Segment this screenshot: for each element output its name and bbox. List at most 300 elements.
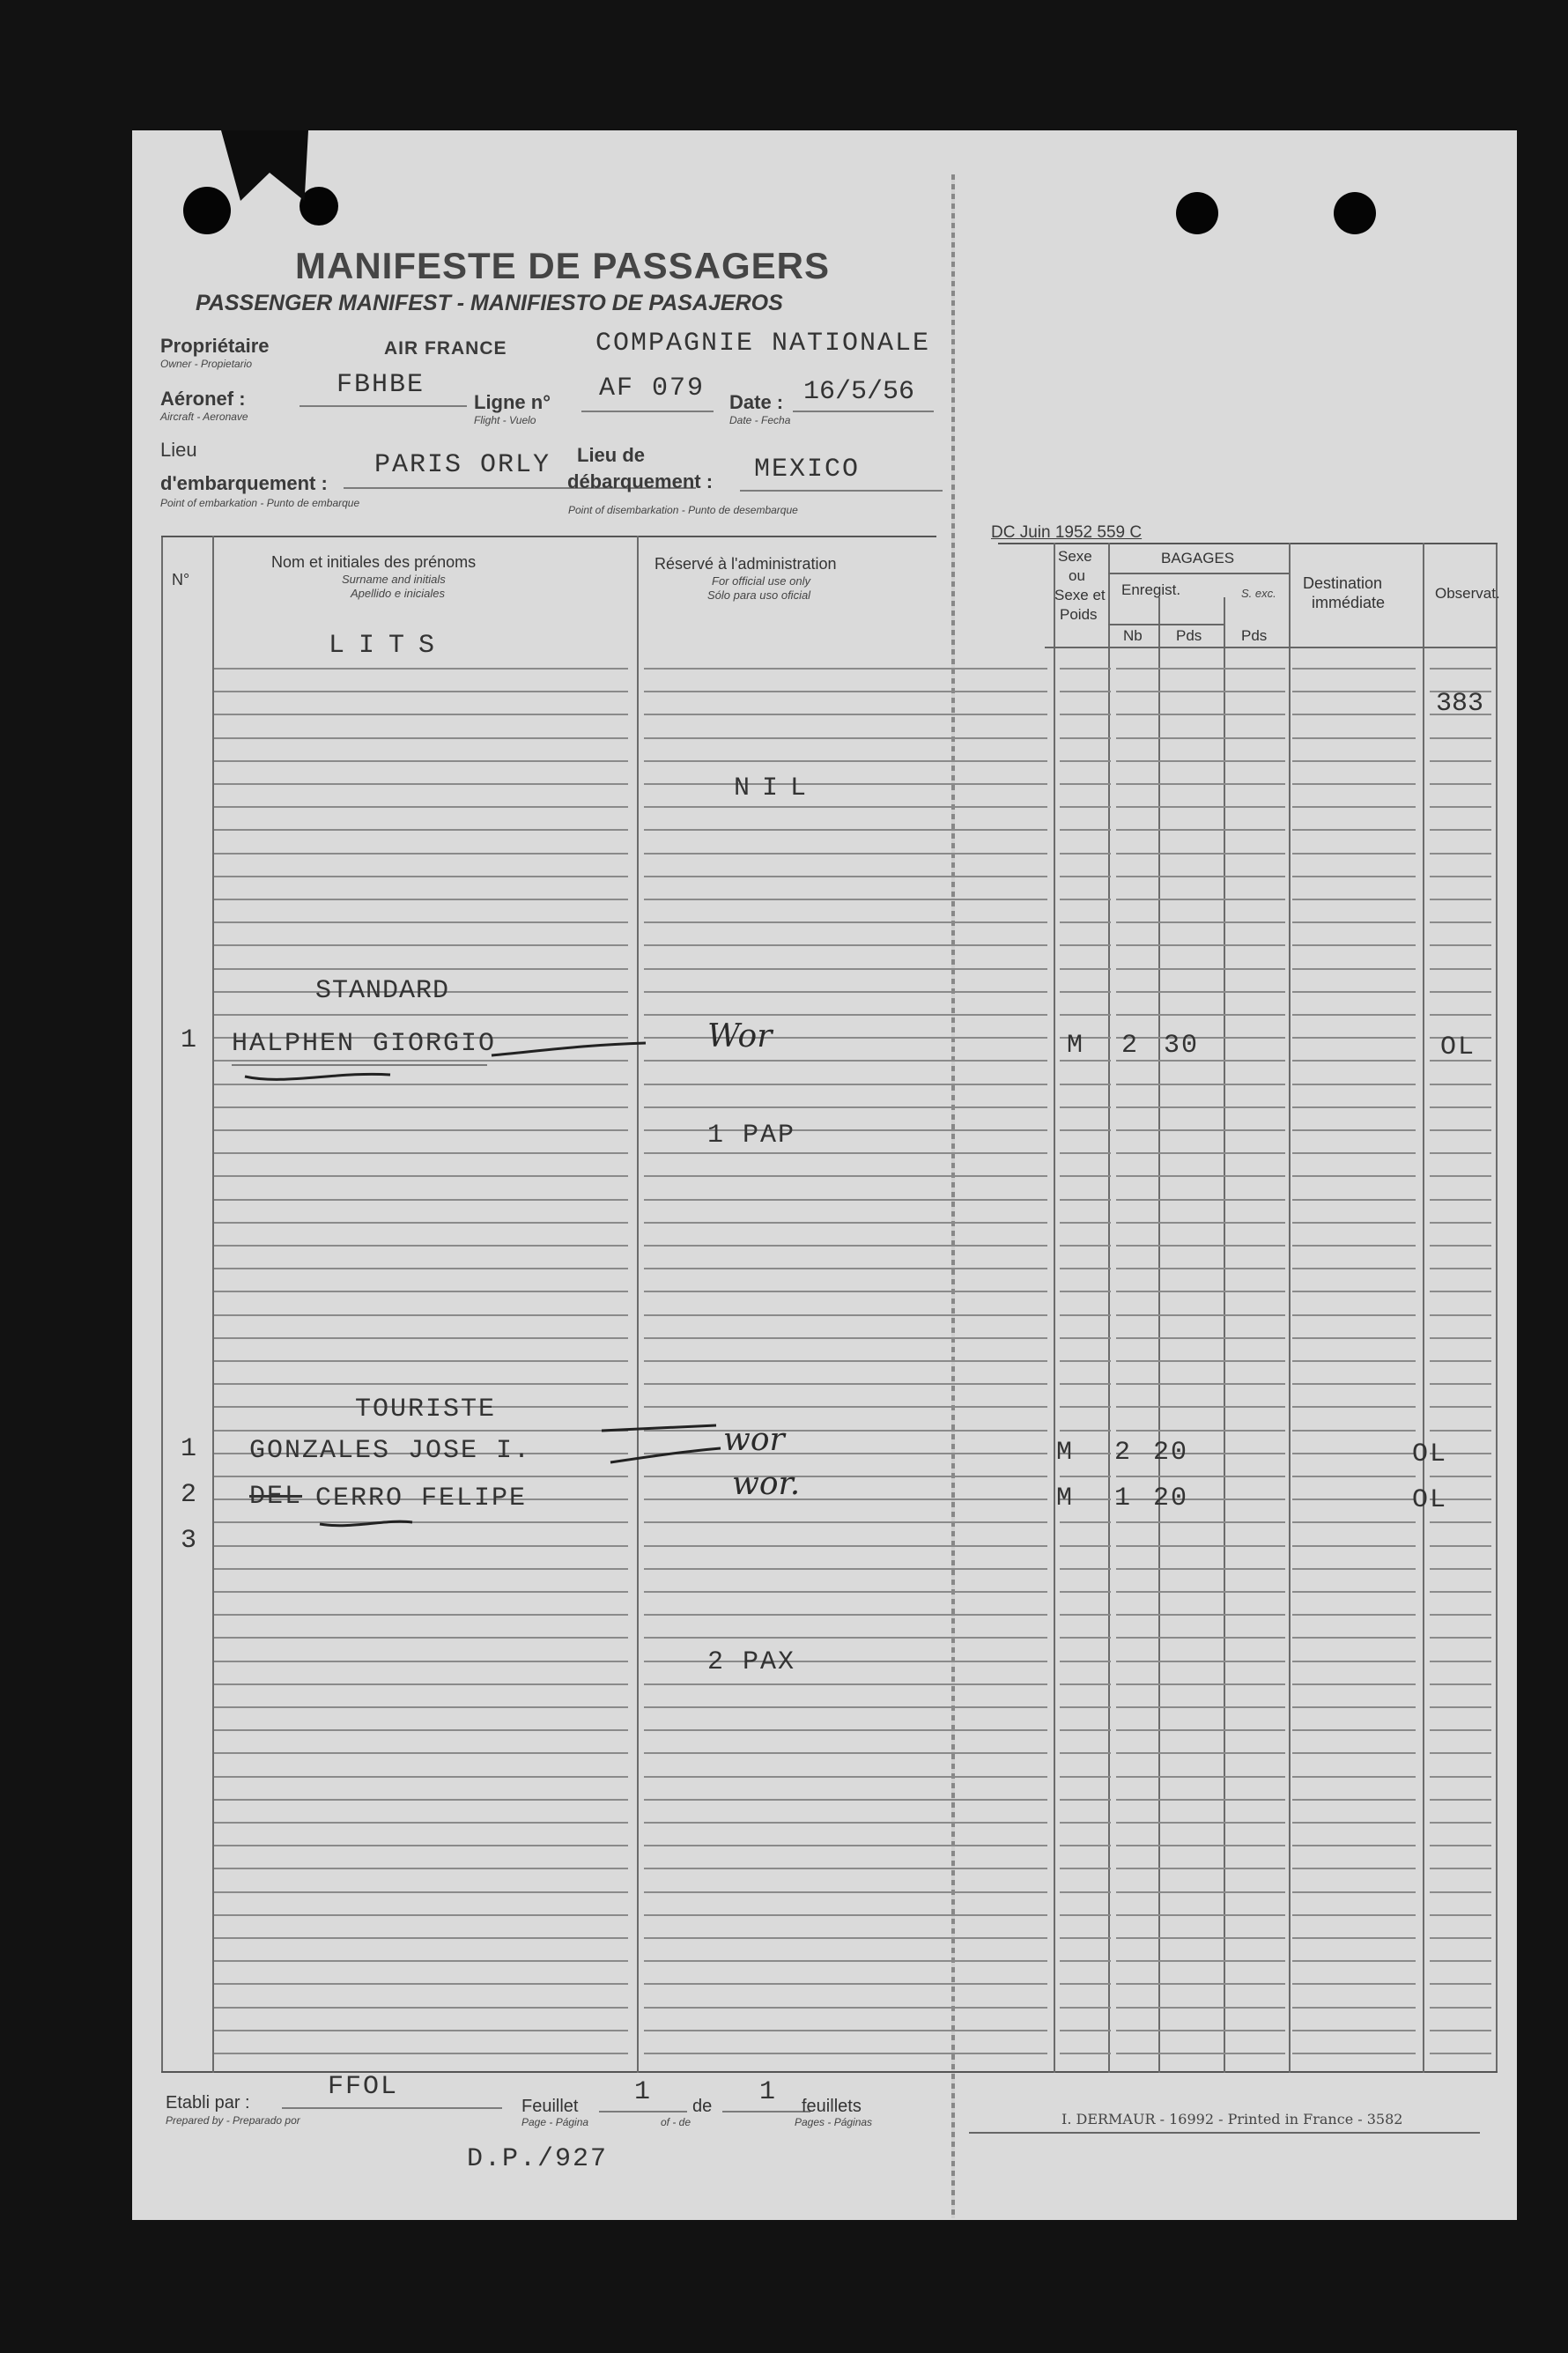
ruled-line <box>1292 806 1416 808</box>
ruled-line <box>1060 1914 1111 1916</box>
ruled-line <box>1116 1129 1285 1131</box>
ruled-line <box>1430 1152 1491 1154</box>
ruled-line <box>1060 2007 1111 2009</box>
ruled-line <box>1116 1637 1285 1639</box>
ruled-line <box>214 1891 628 1893</box>
ruled-line <box>644 1268 1047 1269</box>
printer-imprint: I. DERMAUR - 16992 - Printed in France - 3582 <box>1061 2111 1403 2127</box>
ruled-line <box>1116 1845 1285 1846</box>
ruled-line <box>1430 853 1491 855</box>
ruled-line <box>214 2030 628 2031</box>
ruled-line <box>644 899 1047 900</box>
ruled-line <box>1292 1637 1416 1639</box>
col-header-sex-3: Sexe et <box>1054 587 1106 603</box>
date-label: Date : <box>729 391 784 413</box>
ruled-line <box>1430 1314 1491 1316</box>
ruled-line <box>644 1591 1047 1593</box>
ruled-line <box>214 1476 628 1477</box>
ruled-line <box>644 1175 1047 1177</box>
ruled-line <box>1292 1591 1416 1593</box>
ruled-line <box>214 1937 628 1939</box>
manifest-table <box>161 536 1498 2073</box>
embark-value: PARIS ORLY <box>374 450 551 480</box>
ruled-line <box>214 1521 628 1523</box>
ruled-line <box>1430 783 1491 785</box>
ruled-line <box>1116 1476 1285 1477</box>
ruled-line <box>1292 1430 1416 1432</box>
ruled-line <box>1060 1614 1111 1616</box>
aircraft-value: FBHBE <box>337 370 425 400</box>
ruled-line <box>214 1752 628 1754</box>
passenger-sex: M <box>1067 1031 1085 1061</box>
ruled-line <box>644 1960 1047 1962</box>
ruled-line <box>644 1037 1047 1039</box>
ruled-line <box>644 1521 1047 1523</box>
ruled-line <box>1292 783 1416 785</box>
ruled-line <box>1060 1337 1111 1339</box>
embark-label-2: d'embarquement : <box>160 472 328 494</box>
ruled-line <box>1292 760 1416 762</box>
ruled-line <box>644 691 1047 692</box>
ruled-line <box>1060 1591 1111 1593</box>
ruled-line <box>214 714 628 715</box>
ruled-line <box>644 944 1047 946</box>
ruled-line <box>644 1406 1047 1408</box>
ruled-line <box>214 1614 628 1616</box>
ruled-line <box>1116 1521 1285 1523</box>
ruled-line <box>1060 1314 1111 1316</box>
ruled-line <box>1292 1983 1416 1985</box>
ruled-line <box>644 806 1047 808</box>
flight-underline <box>581 411 714 412</box>
ruled-line <box>1430 2053 1491 2054</box>
ruled-line <box>1060 2030 1111 2031</box>
ruled-line <box>1292 1383 1416 1385</box>
ruled-line <box>1116 714 1285 715</box>
ruled-line <box>1116 1360 1285 1362</box>
ruled-line <box>1116 2053 1285 2054</box>
ruled-line <box>1060 1661 1111 1662</box>
ruled-line <box>1430 737 1491 739</box>
ruled-line <box>1116 1706 1285 1708</box>
ruled-line <box>644 1152 1047 1154</box>
ruled-line <box>1116 1614 1285 1616</box>
aircraft-sublabel: Aircraft - Aeronave <box>160 411 248 423</box>
ruled-line <box>1292 921 1416 923</box>
admin-pap: 1 PAP <box>707 1121 796 1151</box>
ruled-line <box>644 1383 1047 1385</box>
ruled-line <box>214 2053 628 2054</box>
ruled-line <box>214 2007 628 2009</box>
ruled-line <box>1430 1545 1491 1547</box>
torn-corner-mark <box>211 130 308 201</box>
ruled-line <box>1060 1729 1111 1731</box>
ruled-line <box>1430 1476 1491 1477</box>
passenger-no: 2 <box>181 1480 199 1510</box>
ruled-line <box>1060 1683 1111 1685</box>
ruled-line <box>1430 1291 1491 1292</box>
ruled-line <box>1430 1084 1491 1085</box>
ruled-line <box>1116 1222 1285 1224</box>
ruled-line <box>1116 1822 1285 1824</box>
owner-printed: AIR FRANCE <box>384 338 507 359</box>
passenger-initials: Wor <box>707 1018 773 1054</box>
ruled-line <box>644 1498 1047 1500</box>
admin-nil: NIL <box>734 773 819 803</box>
ruled-line <box>1292 1683 1416 1685</box>
punch-hole-left <box>183 187 231 234</box>
sheet-value: 1 <box>634 2077 653 2107</box>
ruled-line <box>1292 1498 1416 1500</box>
ruled-line <box>1430 1891 1491 1893</box>
ruled-line <box>644 968 1047 970</box>
ruled-line <box>1292 1776 1416 1778</box>
ruled-line <box>1430 1729 1491 1731</box>
ruled-line <box>644 1799 1047 1801</box>
ruled-line <box>1292 1037 1416 1039</box>
ruled-line <box>1060 921 1111 923</box>
col-header-observ: Observat. <box>1435 585 1500 602</box>
ruled-line <box>1116 829 1285 831</box>
ruled-line <box>1116 1175 1285 1177</box>
ruled-line <box>1116 737 1285 739</box>
prepared-by-value: FFOL <box>328 2072 399 2102</box>
ruled-line <box>1116 1661 1285 1662</box>
ruled-line <box>214 1591 628 1593</box>
ruled-line <box>1292 1268 1416 1269</box>
ruled-line <box>1060 737 1111 739</box>
ruled-line <box>1292 691 1416 692</box>
col-header-name-sub2: Apellido e iniciales <box>351 587 445 600</box>
ruled-line <box>1292 853 1416 855</box>
handwritten-stroke <box>487 1011 681 1091</box>
ruled-line <box>214 1661 628 1662</box>
ruled-line <box>214 1776 628 1778</box>
ruled-line <box>1060 1175 1111 1177</box>
ruled-line <box>1430 1199 1491 1201</box>
ruled-line <box>644 1637 1047 1639</box>
ruled-line <box>1060 1430 1111 1432</box>
punch-hole-left-2 <box>300 187 338 226</box>
owner-value: COMPAGNIE NATIONALE <box>595 329 931 359</box>
ruled-line <box>1430 1014 1491 1016</box>
sheets-label: feuillets <box>802 2097 862 2116</box>
ruled-line <box>1116 1314 1285 1316</box>
ruled-line <box>1116 1268 1285 1269</box>
ruled-line <box>1430 1521 1491 1523</box>
ruled-line <box>1292 714 1416 715</box>
ruled-line <box>1116 853 1285 855</box>
ruled-line <box>1116 783 1285 785</box>
ruled-line <box>1430 1591 1491 1593</box>
passenger-bag-count: 1 <box>1114 1484 1133 1513</box>
ruled-line <box>214 1222 628 1224</box>
ruled-line <box>1292 1845 1416 1846</box>
ruled-line <box>214 1545 628 1547</box>
passenger-name-struck: DEL <box>249 1482 303 1512</box>
ruled-line <box>1292 1406 1416 1408</box>
ruled-line <box>644 783 1047 785</box>
ruled-line <box>214 1291 628 1292</box>
ruled-line <box>1116 1453 1285 1454</box>
handwritten-underline <box>240 1061 417 1087</box>
col-header-sex-1: Sexe <box>1058 548 1092 565</box>
ruled-line <box>1116 1868 1285 1869</box>
ruled-line <box>1430 1337 1491 1339</box>
ruled-line <box>1292 1868 1416 1869</box>
ruled-line <box>1292 2007 1416 2009</box>
ruled-line <box>1116 968 1285 970</box>
ruled-line <box>1430 2030 1491 2031</box>
ruled-line <box>1430 1383 1491 1385</box>
owner-sublabel: Owner - Propietario <box>160 358 253 370</box>
ruled-line <box>1060 760 1111 762</box>
ruled-line <box>214 1314 628 1316</box>
ruled-line <box>644 1222 1047 1224</box>
ruled-line <box>214 1683 628 1685</box>
ruled-line <box>1116 1591 1285 1593</box>
col-header-name: Nom et initiales des prénoms <box>271 553 477 571</box>
ruled-line <box>644 1914 1047 1916</box>
passenger-no: 1 <box>181 1434 199 1464</box>
passenger-bag-count: 2 <box>1121 1031 1140 1061</box>
ruled-line <box>214 1337 628 1339</box>
ruled-line <box>644 1891 1047 1893</box>
ruled-line <box>1292 991 1416 993</box>
ruled-line <box>1060 1014 1111 1016</box>
ruled-line <box>1292 1822 1416 1824</box>
ruled-line <box>644 876 1047 877</box>
ruled-line <box>1292 829 1416 831</box>
ruled-line <box>644 1337 1047 1339</box>
ruled-line <box>1430 668 1491 670</box>
ruled-line <box>214 944 628 946</box>
ruled-line <box>214 1152 628 1154</box>
passenger-observation: OL <box>1440 1032 1476 1062</box>
ruled-line <box>1292 1129 1416 1131</box>
ruled-line <box>1430 1268 1491 1269</box>
date-sublabel: Date - Fecha <box>729 414 791 426</box>
ruled-line <box>1292 1060 1416 1062</box>
ruled-line <box>1060 1106 1111 1108</box>
ruled-line <box>1292 2053 1416 2054</box>
ruled-line <box>644 1199 1047 1201</box>
sheet-label: Feuillet <box>521 2097 579 2116</box>
passenger-bag-weight: 20 <box>1153 1484 1189 1513</box>
ruled-line <box>1292 1706 1416 1708</box>
ruled-line <box>1060 1891 1111 1893</box>
ruled-line <box>1430 760 1491 762</box>
ruled-line <box>214 1637 628 1639</box>
ruled-line <box>644 1291 1047 1292</box>
ruled-line <box>1060 1776 1111 1778</box>
ruled-line <box>1116 1983 1285 1985</box>
ruled-line <box>644 1014 1047 1016</box>
date-underline <box>793 411 934 412</box>
ruled-line <box>644 1360 1047 1362</box>
ruled-line <box>1292 1014 1416 1016</box>
flight-label: Ligne n° <box>474 391 551 413</box>
ruled-line <box>644 1868 1047 1869</box>
ruled-line <box>1060 714 1111 715</box>
ruled-line <box>644 2007 1047 2009</box>
ruled-line <box>1060 1983 1111 1985</box>
ruled-line <box>644 2030 1047 2031</box>
passenger-bag-weight: 30 <box>1164 1031 1200 1061</box>
ruled-line <box>214 737 628 739</box>
ruled-line <box>1430 968 1491 970</box>
ruled-line <box>1060 668 1111 670</box>
ruled-line <box>1116 1430 1285 1432</box>
ruled-line <box>1060 1245 1111 1247</box>
ruled-line <box>1060 1084 1111 1085</box>
ruled-line <box>644 1683 1047 1685</box>
prepared-by-label: Etabli par : <box>166 2093 250 2113</box>
ruled-line <box>1292 1476 1416 1477</box>
owner-label: Propriétaire <box>160 335 270 357</box>
ruled-line <box>1060 991 1111 993</box>
ruled-line <box>1060 1521 1111 1523</box>
ruled-line <box>1292 1291 1416 1292</box>
ruled-line <box>1060 1937 1111 1939</box>
ruled-line <box>1060 876 1111 877</box>
ruled-line <box>644 1106 1047 1108</box>
date-value: 16/5/56 <box>803 377 915 407</box>
ruled-line <box>644 1845 1047 1846</box>
ruled-line <box>644 853 1047 855</box>
ruled-line <box>1430 1683 1491 1685</box>
ruled-line <box>214 1868 628 1869</box>
col-header-admin-sub2: Sólo para uso oficial <box>707 588 811 602</box>
ruled-line <box>214 1822 628 1824</box>
ruled-line <box>1116 1960 1285 1962</box>
ruled-line <box>1116 691 1285 692</box>
disembark-underline <box>740 490 943 492</box>
ruled-line <box>1060 829 1111 831</box>
ruled-line <box>1060 1222 1111 1224</box>
ruled-line <box>214 1430 628 1432</box>
ruled-line <box>1116 1406 1285 1408</box>
ruled-line <box>1292 1314 1416 1316</box>
ruled-line <box>644 1129 1047 1131</box>
ruled-line <box>1060 1752 1111 1754</box>
ruled-line <box>1292 876 1416 877</box>
ruled-line <box>1060 1152 1111 1154</box>
ruled-line <box>1292 1152 1416 1154</box>
ruled-line <box>1430 1568 1491 1570</box>
passenger-name: CERRO FELIPE <box>315 1484 528 1513</box>
ruled-line <box>1430 1614 1491 1616</box>
embark-label-1: Lieu <box>160 439 197 461</box>
ruled-line <box>1430 921 1491 923</box>
ruled-line <box>1292 1614 1416 1616</box>
ruled-line <box>1116 1891 1285 1893</box>
ruled-line <box>1430 829 1491 831</box>
ruled-line <box>1430 806 1491 808</box>
ruled-line <box>644 2053 1047 2054</box>
ruled-line <box>1060 1960 1111 1962</box>
admin-pax: 2 PAX <box>707 1647 796 1677</box>
ruled-line <box>214 1960 628 1962</box>
ruled-line <box>1430 1914 1491 1916</box>
ruled-line <box>1430 1175 1491 1177</box>
ruled-line <box>214 1706 628 1708</box>
ruled-line <box>1116 1937 1285 1939</box>
ruled-line <box>1292 1245 1416 1247</box>
ruled-line <box>1430 944 1491 946</box>
ruled-line <box>644 1614 1047 1616</box>
ruled-line <box>1430 2007 1491 2009</box>
ruled-line <box>1292 1729 1416 1731</box>
ruled-line <box>1060 1199 1111 1201</box>
passenger-observation: OL <box>1412 1485 1448 1515</box>
ruled-line <box>1430 1983 1491 1985</box>
sheet-underline <box>599 2111 687 2113</box>
ruled-line <box>1116 1683 1285 1685</box>
ruled-line <box>1060 783 1111 785</box>
ruled-line <box>1430 1129 1491 1131</box>
punch-hole-right <box>1176 192 1218 234</box>
ruled-line <box>214 853 628 855</box>
ruled-line <box>1292 944 1416 946</box>
ruled-line <box>214 691 628 692</box>
prepared-underline <box>282 2107 502 2109</box>
ruled-line <box>1116 1498 1285 1500</box>
ruled-line <box>1430 1360 1491 1362</box>
ruled-line <box>1292 1661 1416 1662</box>
ruled-line <box>1116 1776 1285 1778</box>
manifest-subtitle: PASSENGER MANIFEST - MANIFIESTO DE PASAJEROS <box>196 291 783 315</box>
ruled-line <box>1430 1106 1491 1108</box>
col-header-admin-sub1: For official use only <box>712 574 810 588</box>
col-header-exc-pds: Pds <box>1241 627 1268 644</box>
ruled-line <box>1060 968 1111 970</box>
ruled-line <box>644 1084 1047 1085</box>
ruled-line <box>1116 806 1285 808</box>
ruled-line <box>644 1937 1047 1939</box>
passenger-observation: OL <box>1412 1439 1448 1469</box>
ruled-line <box>644 1729 1047 1731</box>
ruled-line <box>1292 1891 1416 1893</box>
document-reference: D.P./927 <box>467 2144 609 2174</box>
passenger-bag-count: 2 <box>1114 1438 1133 1468</box>
sheets-sublabel: Pages - Páginas <box>795 2116 873 2128</box>
ruled-line <box>1060 1868 1111 1869</box>
col-header-sex-4: Poids <box>1060 606 1098 623</box>
passenger-initials: wor <box>723 1422 785 1458</box>
of-sublabel: of - de <box>661 2116 692 2128</box>
manifest-title: MANIFESTE DE PASSAGERS <box>295 245 830 286</box>
ruled-line <box>214 921 628 923</box>
ruled-line <box>214 1245 628 1247</box>
of-underline <box>722 2111 810 2113</box>
flight-value: AF 079 <box>599 374 706 403</box>
ruled-line <box>1060 1129 1111 1131</box>
ruled-line <box>1430 991 1491 993</box>
ruled-line <box>1116 1799 1285 1801</box>
handwritten-stroke <box>593 1417 734 1478</box>
ruled-line <box>1060 1360 1111 1362</box>
obs-value-383: 383 <box>1436 689 1484 719</box>
ruled-line <box>1430 1637 1491 1639</box>
form-reference: DC Juin 1952 559 C <box>991 523 1143 542</box>
ruled-line <box>1116 1037 1285 1039</box>
passenger-name: HALPHEN GIORGIO <box>232 1029 497 1059</box>
ruled-line <box>1292 1175 1416 1177</box>
ruled-line <box>1430 1960 1491 1962</box>
ruled-line <box>1116 1152 1285 1154</box>
ruled-line <box>644 1245 1047 1247</box>
